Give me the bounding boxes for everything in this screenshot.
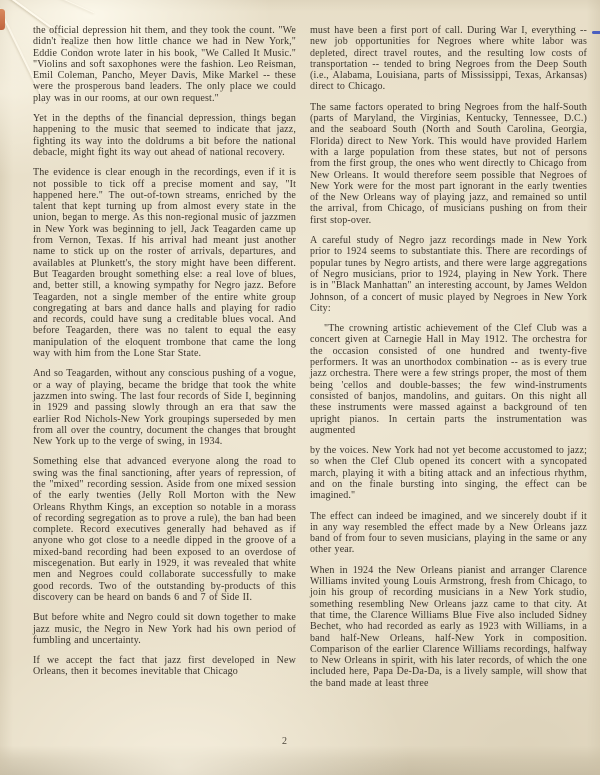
paragraph: And so Teagarden, without any conscious pushing of a vogue, or a way of playing, became the bridge that took the white jazzmen into swing. The last four records of Side I, beginning in 1929 and passing slowly through an era that saw the earlier Rod Nichols-New York groupings superseded by men from all over the country, document the changes that brought New York up to the verge of swing, in 1934.	[33, 368, 296, 448]
paragraph: Something else that advanced everyone along the road to swing was the final sanctioning, after years of repression, of the "mixed" recording session. Aside from one mixed session of the early twenties (Jelly Roll Morton with the New Orleans Rhythm Kings, an exception so notable in a morass of recording segregation as to prove a rule), the ban had been complete. Record executives generally had behaved as if anyone who got close to a needle dipped in the groove of a mixed-band recording had been exposed to an overdose of miscegenation. But early in 1929, it was revealed that white men and Negroes could collaborate successfully to make good records. Two of the outstanding by-products of this discovery can be heard on bands 6 and 7 of Side II.	[33, 456, 296, 603]
paragraph: If we accept the fact that jazz first developed in New Orleans, then it becomes inevitable that Chicago	[33, 655, 296, 678]
paragraph: The effect can indeed be imagined, and we sincerely doubt if it in any way resembled the effect made by a New Orleans jazz band of from four to seven musicians, playing in the same or any other year.	[310, 510, 588, 556]
paragraph: the official depression hit them, and they took the count. "We didn't realize then how little chance we had in New York," Eddie Condon wrote later in his book, "We Called It Music." "Violins and soft saxophones were the fashion. Leo Reisman, Emil Coleman, Pancho, Meyer Davis, Mike Markel -- these were the prosperous band leaders. The only place we could play was in our rooms, at our own request."	[33, 25, 296, 104]
paragraph: The same factors operated to bring Negroes from the half-South (parts of Maryland, the Virginias, Kentucky, Tennessee, D.C.) and the seaboard South (North and South Carolina, Georgia, Florida) direct to New York. This would have provided Harlem with a large population from these states, but not of persons from the first group, the ones who went directly to Chicago from New Orleans. It would therefore seem possible that Negroes of New York were for the most part ignorant in the early twenties of the New Orleans way of playing jazz, and remained so until the arrival, from Chicago, of musicians pushing on from their first stop-over.	[310, 101, 587, 226]
paragraph: must have been a first port of call. During War I, everything -- new job opportunities for Negroes where white labor was depleted, direct travel routes, and the resulting low costs of transportation -- tended to bring Negroes from the Deep South (i.e., Alabama, Louisiana, parts of Mississippi, Texas, Arkansas) direct to Chicago.	[310, 25, 587, 93]
page-number: 2	[282, 736, 287, 747]
paragraph: When in 1924 the New Orleans pianist and arranger Clarence Williams invited young Louis Armstrong, fresh from Chicago, to join his group of recording musicians in a New York studio, something resembling New Orleans jazz came to that city. At that time, the Clarence Williams Blue Five also included Sidney Bechet, who had recorded as early as 1923 with Williams, in a band half-New Orleans, half-New York in composition. Comparison of the earlier Clarence Williams recordings, halfway to New Orleans in spirit, with his later records, of which the one included here, Papa De-Da-Da, is a lively sample, will show that the band made at least three	[310, 564, 587, 689]
paragraph: A careful study of Negro jazz recordings made in New York prior to 1924 seems to substantiate this. There are recordings of popular tunes by Negro artists, and there were large aggregations of Negro musicians, prior to 1924, playing in New York. There is in "Black Manhattan" an interesting account, by James Weldon Johnson, of a concert of music played by Negroes in New York City:	[310, 235, 587, 314]
paragraph: The evidence is clear enough in the recordings, even if it is not possible to tick off a precise moment and say, "It happened here." The out-of-town streams, enriched by the talent that kept turning up from almost every state in the union, began to merge. As this non-regional music of jazzmen in New York was beginning to jell, Jack Teagarden came up from Vernon, Texas. If his arrival had meant just another name to stick up on the roster of arrivals, departures, and availables at Plunkett's, the story might have been different. But Teagarden brought something else: a real love of blues, and, better still, a knowing sympathy for Negro jazz. Before Teagarden, not a single member of the entire white group congregating at bars and dance halls and playing for radio and records, could have sung a creditable blues vocal. And before Teagarden, there was no talent to equal the easy manipulation of the eloquent trombone that came the long way with him from the Lone Star State.	[33, 167, 296, 360]
red-edge-mark	[0, 9, 5, 30]
blue-pen-mark	[592, 31, 600, 34]
right-text-column	[310, 25, 587, 698]
quoted-paragraph: by the voices. New York had not yet become accustomed to jazz; so when the Clef Club opened its concert with a syncopated march, playing it with a biting attack and an infectious rhythm, and on the finale bursting into singing, the effect can be imagined."	[310, 445, 587, 502]
paragraph: But before white and Negro could sit down together to make jazz music, the Negro in New York had his own period of fumbling and uncertainty.	[33, 612, 296, 646]
paragraph: Yet in the depths of the financial depression, things began happening to the music that seemed to indicate that jazz, fighting its way into the doldrums a bit before the national debacle, might fight its way out ahead of national recovery.	[33, 113, 296, 158]
quoted-paragraph: "The crowning artistic achievement of the Clef Club was a concert given at Carnegie Hall in May 1912. The orchestra for the occasion consisted of one hundred and twenty-five performers. It was an unorthodox combination -- as is every true jazz orchestra. There were a few strings proper, the most of them being 'cellos and double-basses; the few wind-instruments consisted of banjos, mandolins, and guitars. On this night all these instruments were massed against a background of ten upright pianos. In certain parts the instrumentation was augmented	[310, 323, 587, 436]
left-text-column	[33, 25, 296, 687]
